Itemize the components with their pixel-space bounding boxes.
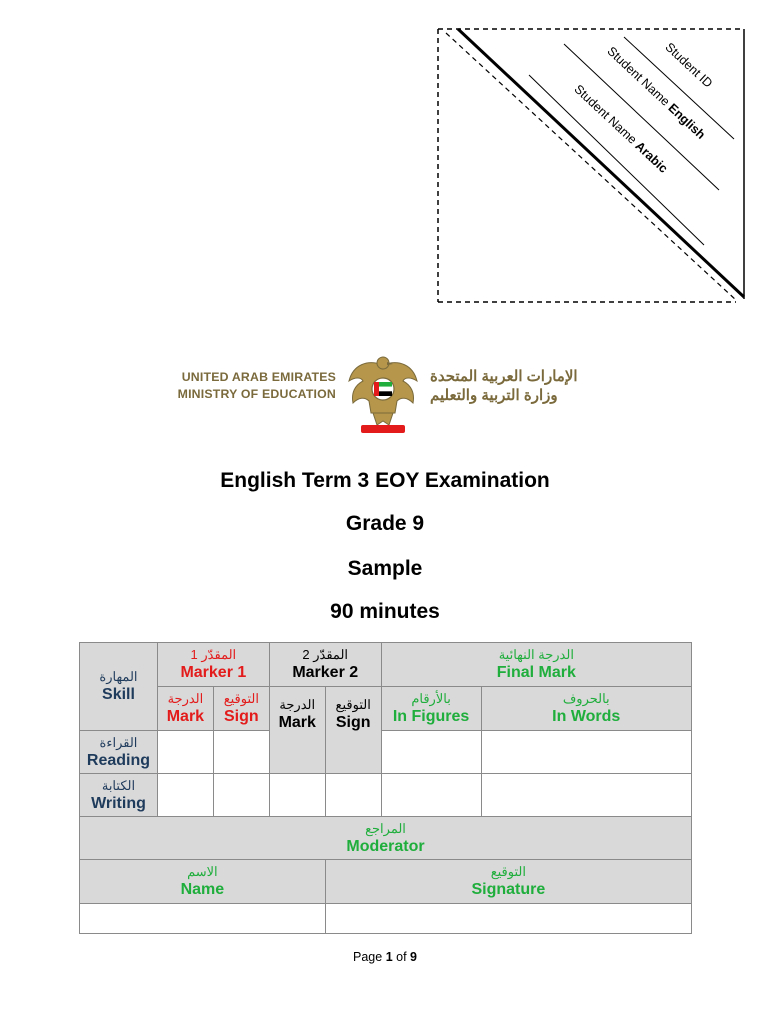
marker1-mark-header bbox=[157, 687, 213, 731]
moderator-ar: المراجع bbox=[365, 820, 406, 836]
marker1-sign-en: Sign bbox=[224, 708, 259, 725]
reading-words-cell[interactable] bbox=[481, 731, 692, 774]
marker2-sign-ar: التوقيع bbox=[335, 697, 371, 712]
moderator-signature-cell[interactable] bbox=[325, 904, 691, 934]
moderator-signature-header bbox=[325, 860, 691, 904]
marker1-mark-ar: الدرجة bbox=[167, 691, 204, 706]
final-mark-header-en: Final Mark bbox=[496, 664, 576, 681]
grade-title: Grade 9 bbox=[345, 512, 425, 535]
reading-ar: القراءة bbox=[99, 734, 138, 750]
moderator-signature-ar: التوقيع bbox=[490, 864, 526, 879]
skill-header bbox=[80, 643, 158, 731]
marker1-header-en: Marker 1 bbox=[180, 664, 247, 681]
marker1-sign-header bbox=[213, 687, 269, 731]
marker2-mark-ar: الدرجة bbox=[279, 697, 316, 712]
writing-words-cell[interactable] bbox=[481, 774, 692, 817]
uae-emblem-logo bbox=[347, 351, 419, 437]
page-current: 1 bbox=[385, 950, 393, 964]
marker2-mark-en: Mark bbox=[278, 714, 316, 731]
moderator-name-en: Name bbox=[180, 881, 225, 898]
ministry-en-line1: UNITED ARAB EMIRATES bbox=[181, 370, 336, 384]
marker1-header-ar: المقدّر 1 bbox=[190, 647, 237, 662]
student-info-corner-flap bbox=[436, 27, 746, 304]
page-word: Page bbox=[353, 950, 386, 964]
final-mark-header bbox=[381, 643, 691, 687]
writing-en: Writing bbox=[91, 794, 146, 812]
marker2-mark-header bbox=[269, 687, 325, 774]
moderator-name-cell[interactable] bbox=[80, 904, 326, 934]
in-words-en: In Words bbox=[552, 708, 621, 725]
ministry-ar-line1: الإمارات العربية المتحدة bbox=[430, 368, 578, 385]
ministry-name-english bbox=[152, 369, 336, 403]
marker1-mark-en: Mark bbox=[166, 708, 205, 725]
page-number bbox=[0, 950, 770, 964]
marker2-sign-en: Sign bbox=[335, 714, 371, 731]
marker2-sign-header bbox=[325, 687, 381, 774]
in-figures-en: In Figures bbox=[392, 708, 470, 725]
writing-marker1-sign-cell[interactable] bbox=[213, 774, 269, 817]
moderator-header bbox=[80, 817, 692, 860]
writing-marker2-sign-cell[interactable] bbox=[325, 774, 381, 817]
in-figures-ar: بالأرقام bbox=[411, 691, 451, 706]
reading-marker1-sign-cell[interactable] bbox=[213, 731, 269, 774]
writing-marker1-mark-cell[interactable] bbox=[157, 774, 213, 817]
writing-row-label bbox=[80, 774, 158, 817]
writing-marker2-mark-cell[interactable] bbox=[269, 774, 325, 817]
of-word: of bbox=[392, 950, 411, 964]
reading-en: Reading bbox=[86, 751, 151, 769]
marker1-sign-ar: التوقيع bbox=[223, 691, 259, 706]
marks-table bbox=[79, 642, 692, 934]
writing-ar: الكتابة bbox=[101, 777, 136, 793]
ministry-ar-line2: وزارة التربية والتعليم bbox=[430, 387, 558, 404]
marker2-header bbox=[269, 643, 381, 687]
in-figures-header bbox=[381, 687, 481, 731]
skill-header-en: Skill bbox=[102, 686, 135, 703]
ministry-name-arabic bbox=[430, 367, 606, 405]
reading-row-label bbox=[80, 731, 158, 774]
moderator-name-header bbox=[80, 860, 326, 904]
in-words-header bbox=[481, 687, 692, 731]
exam-type: Sample bbox=[347, 557, 423, 580]
exam-title: English Term 3 EOY Examination bbox=[220, 469, 550, 492]
student-name-arabic-label: Student Name Arabic bbox=[571, 82, 671, 176]
student-id-label: Student ID bbox=[662, 40, 716, 91]
student-name-english-label: Student Name English bbox=[604, 44, 709, 142]
marker1-header bbox=[157, 643, 269, 687]
moderator-signature-en: Signature bbox=[471, 881, 546, 898]
page-total: 9 bbox=[410, 950, 417, 964]
writing-figures-cell[interactable] bbox=[381, 774, 481, 817]
marker2-header-en: Marker 2 bbox=[292, 664, 359, 681]
ministry-en-line2: MINISTRY OF EDUCATION bbox=[177, 387, 336, 401]
final-mark-header-ar: الدرجة النهائية bbox=[498, 647, 574, 662]
skill-header-ar: المهارة bbox=[99, 669, 138, 684]
reading-marker1-mark-cell[interactable] bbox=[157, 731, 213, 774]
moderator-name-ar: الاسم bbox=[187, 864, 218, 879]
marker2-header-ar: المقدّر 2 bbox=[302, 647, 349, 662]
moderator-en: Moderator bbox=[346, 837, 425, 855]
in-words-ar: بالحروف bbox=[562, 691, 610, 706]
exam-duration: 90 minutes bbox=[330, 600, 440, 623]
reading-figures-cell[interactable] bbox=[381, 731, 481, 774]
